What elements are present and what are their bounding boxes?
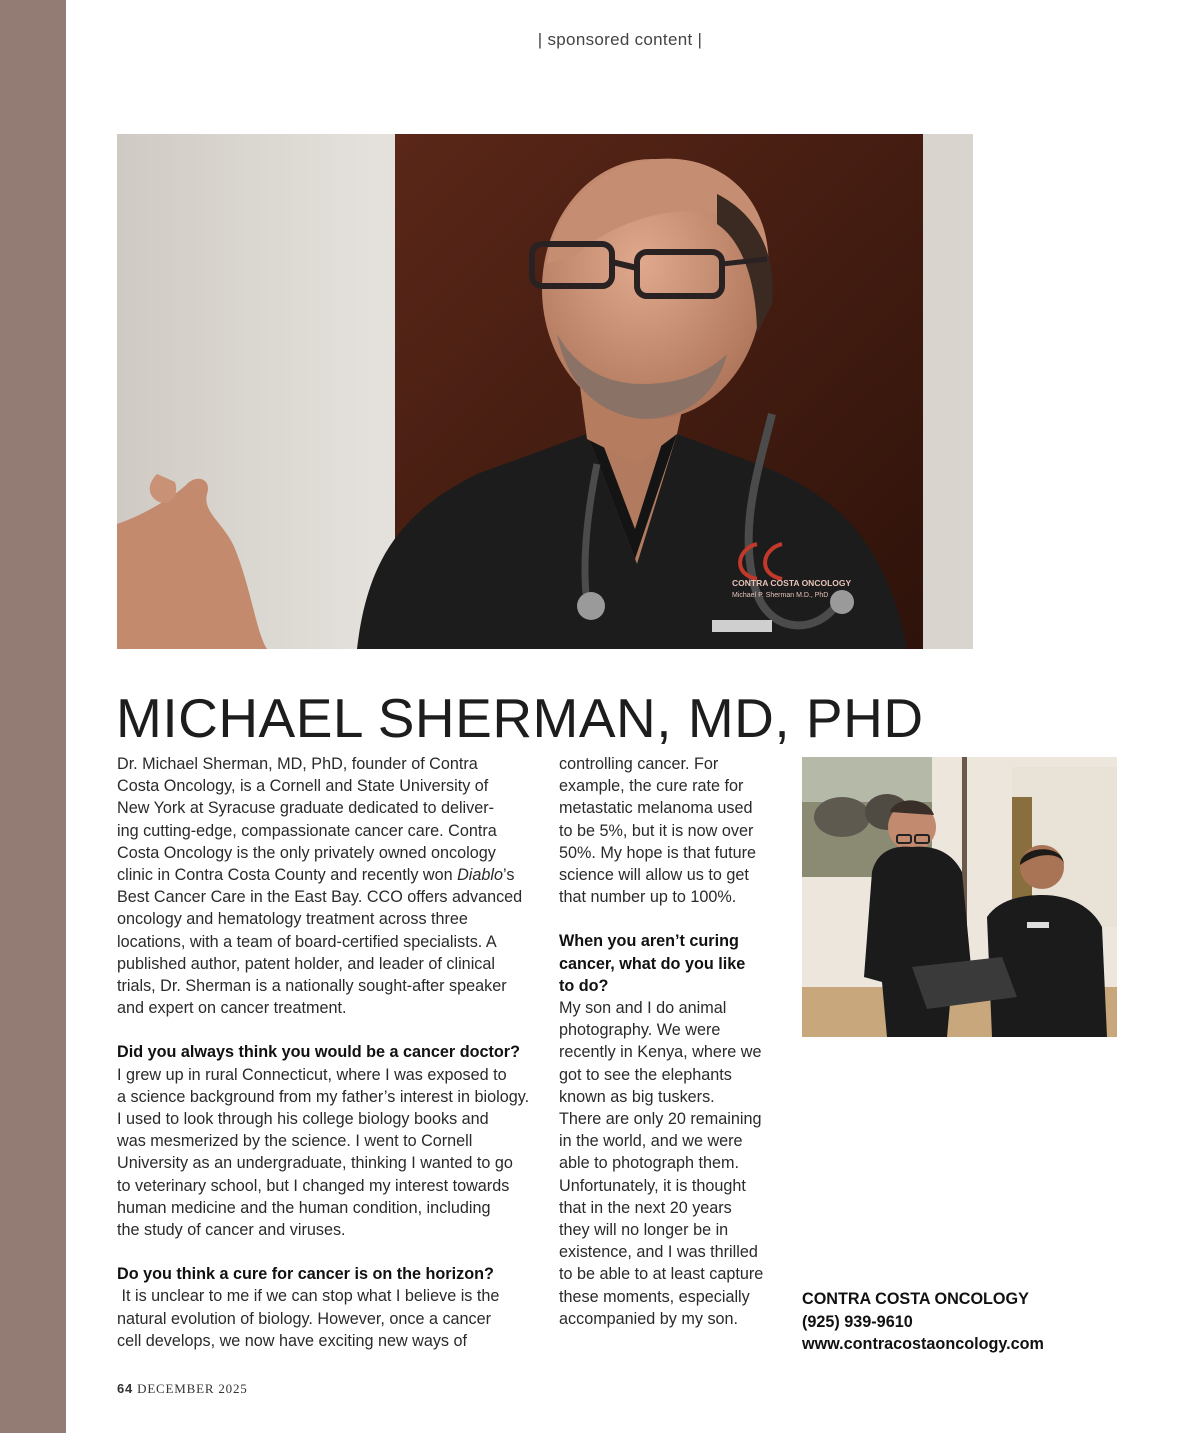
answer-line: photography. We were — [559, 1021, 721, 1040]
answer-line: to be able to at least capture — [559, 1265, 764, 1284]
answer-line: got to see the elephants — [559, 1065, 732, 1084]
question-3: cancer, what do you like — [559, 954, 746, 973]
intro-line: Best Cancer Care in the East Bay. CCO offers advanced — [117, 888, 523, 907]
answer-line: that in the next 20 years — [559, 1198, 732, 1217]
clinic-name: CONTRA COSTA ONCOLOGY — [802, 1290, 1029, 1308]
question-2: Do you think a cure for cancer is on the horizon? — [117, 1265, 494, 1284]
answer-line: human medicine and the human condition, including — [117, 1198, 491, 1217]
answer-line: example, the cure rate for — [559, 777, 744, 796]
page-number: 64 — [117, 1381, 134, 1396]
answer-line: My son and I do animal — [559, 999, 727, 1018]
intro-line: locations, with a team of board-certified specialists. A — [117, 932, 497, 951]
clinic-photo — [802, 757, 1117, 1037]
intro-line: clinic in Contra Costa County and recently won Diablo’s — [117, 866, 515, 885]
answer-line: University as an undergraduate, thinking I wanted to go — [117, 1154, 513, 1173]
hero-badge-line1: CONTRA COSTA ONCOLOGY — [732, 578, 852, 588]
answer-line: controlling cancer. For — [559, 755, 719, 773]
answer-line: was mesmerized by the science. I went to Cornell — [117, 1132, 473, 1151]
page-title: MICHAEL SHERMAN, MD, PHD — [116, 687, 924, 749]
answer-line: I grew up in rural Connecticut, where I was exposed to — [117, 1065, 507, 1084]
intro-line: and expert on cancer treatment. — [117, 999, 347, 1018]
answer-line: that number up to 100%. — [559, 888, 737, 907]
intro-line: oncology and hematology treatment across three — [117, 910, 468, 929]
intro-line: ing cutting-edge, compassionate cancer care. Contra — [117, 821, 497, 840]
answer-line: a science background from my father’s interest in biology. — [117, 1087, 530, 1106]
hero-photo — [117, 134, 973, 649]
intro-line: trials, Dr. Sherman is a nationally sought-after speaker — [117, 977, 507, 996]
answer-line: I used to look through his college biology books and — [117, 1110, 489, 1129]
answer-line: science will allow us to get — [559, 866, 749, 885]
hero-badge-line2: Michael P. Sherman M.D., PhD — [732, 592, 829, 599]
answer-line: able to photograph them. — [559, 1154, 739, 1173]
page-edge-bar — [0, 0, 66, 1433]
answer-line: natural evolution of biology. However, once a cancer — [117, 1309, 492, 1328]
question-3: to do? — [559, 976, 609, 995]
article-column-1 — [117, 753, 535, 1352]
answer-line: There are only 20 remaining — [559, 1110, 762, 1129]
intro-line: Costa Oncology is the only privately owned oncology — [117, 843, 496, 862]
answer-line: they will no longer be in — [559, 1221, 729, 1240]
answer-line: in the world, and we were — [559, 1132, 743, 1151]
answer-line: existence, and I was thrilled — [559, 1243, 758, 1262]
phone-number[interactable]: (925) 939-9610 — [802, 1312, 913, 1331]
answer-line: accompanied by my son. — [559, 1309, 739, 1328]
intro-line: Dr. Michael Sherman, MD, PhD, founder of Contra — [117, 755, 478, 773]
contact-block — [802, 1288, 1044, 1356]
answer-line: It is unclear to me if we can stop what I believe is the — [117, 1287, 500, 1306]
answer-line: to veterinary school, but I changed my interest towards — [117, 1176, 510, 1195]
page-footer — [117, 1381, 248, 1397]
intro-line: Costa Oncology, is a Cornell and State University of — [117, 777, 489, 796]
answer-line: 50%. My hope is that future — [559, 843, 757, 862]
answer-line: recently in Kenya, where we — [559, 1043, 762, 1062]
sponsored-label: | sponsored content | — [537, 30, 703, 49]
answer-line: metastatic melanoma used — [559, 799, 753, 818]
answer-line: to be 5%, but it is now over — [559, 821, 754, 840]
website-link[interactable]: www.contracostaoncology.com — [802, 1335, 1044, 1353]
issue-date: DECEMBER 2025 — [137, 1381, 248, 1396]
intro-line: New York at Syracuse graduate dedicated to deliver- — [117, 799, 495, 818]
answer-line: cell develops, we now have exciting new ways of — [117, 1331, 468, 1350]
answer-line: known as big tuskers. — [559, 1087, 715, 1106]
answer-line: the study of cancer and viruses. — [117, 1221, 346, 1240]
intro-line: published author, patent holder, and leader of clinical — [117, 954, 495, 973]
question-3: When you aren’t curing — [559, 932, 739, 951]
answer-line: these moments, especially — [559, 1287, 750, 1306]
answer-line: Unfortunately, it is thought — [559, 1176, 746, 1195]
question-1: Did you always think you would be a cancer doctor? — [117, 1043, 520, 1062]
article-column-2 — [559, 753, 774, 1330]
